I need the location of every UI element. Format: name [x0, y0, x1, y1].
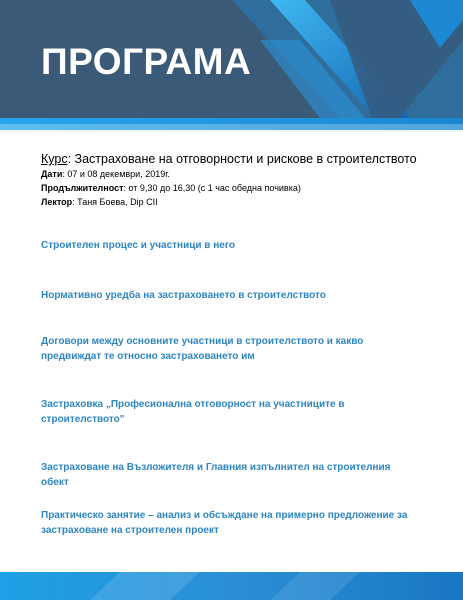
duration-line: [41, 181, 441, 195]
dates-label: Дати: [41, 169, 63, 179]
course-name: Застраховане на отговорности и рискове в строителството: [74, 152, 417, 166]
header-banner: [0, 0, 463, 132]
duration-value: : от 9,30 до 16,30 (с 1 час обедна почивка): [123, 183, 301, 193]
agenda-item-1: Строителен процес и участници в него: [41, 240, 235, 251]
course-line: [41, 151, 441, 167]
duration-label: Продължителност: [41, 183, 124, 193]
dates-line: [41, 167, 441, 181]
footer-band: [0, 572, 463, 600]
agenda-item-5: Застраховане на Възложителя и Главния изпълнител на строителния обект: [41, 462, 391, 488]
agenda-item-6: Практическо занятие – анализ и обсъждане на примерно предложение за застраховане на строителен проект: [41, 510, 408, 536]
course-info: [41, 151, 441, 209]
lecturer-line: [41, 195, 441, 209]
agenda-item-4: Застраховка „Професионална отговорност на участниците в строителството": [41, 399, 345, 425]
course-separator: :: [67, 152, 75, 166]
lecturer-value: : Таня Боева, Dip CII: [72, 197, 158, 207]
course-label: Курс: [41, 152, 68, 166]
agenda-item-3: Договори между основните участници в строителството и какво предвиждат те относно застраховането им: [41, 336, 364, 362]
dates-value: : 07 и 08 декември, 2019г.: [62, 169, 170, 179]
footer-graphic: [0, 572, 463, 600]
agenda-item-2: Нормативно уредба на застраховането в строителството: [41, 290, 326, 301]
page-title: ПРОГРАМА: [41, 41, 252, 82]
lecturer-label: Лектор: [41, 197, 73, 207]
